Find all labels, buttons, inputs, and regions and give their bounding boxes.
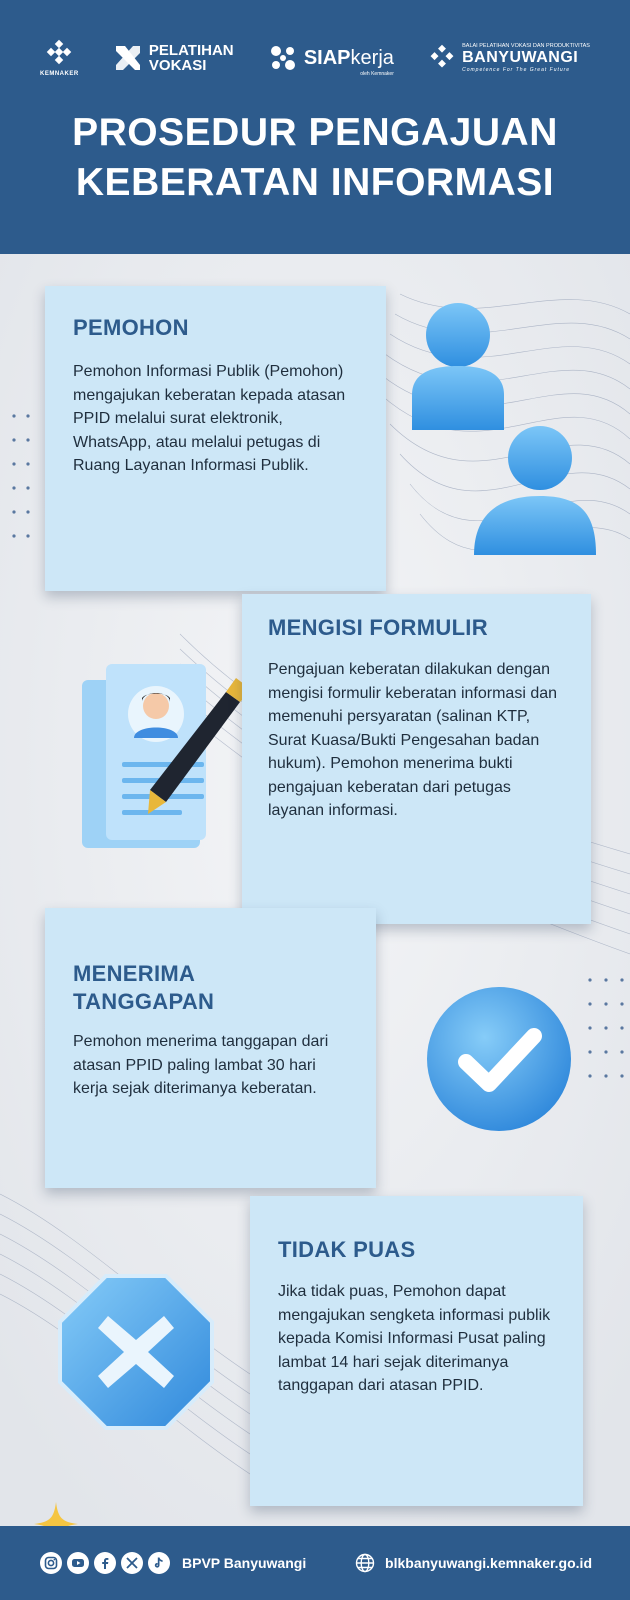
step-title: MENGISI FORMULIR [268, 615, 488, 640]
globe-icon [355, 1553, 375, 1573]
step-text: Pengajuan keberatan dilakukan dengan mengisi formulir keberatan informasi dan memenuhi persyaratan (salinan KTP, Surat Kuasa/Bukti Pengesahan badan hukum). Pemohon menerima bukti pengajuan keberatan dari petugas layanan informasi. [268, 661, 558, 819]
step-title [73, 960, 350, 1016]
step-card-tidak-puas [250, 1196, 583, 1506]
step-text: Pemohon menerima tanggapan dari atasan PPID paling lambat 30 hari kerja sejak diterimanya keberatan. [73, 1033, 329, 1097]
siap-label: SIAP [303, 46, 351, 69]
youtube-icon[interactable] [67, 1552, 89, 1574]
siap-by-label: oleh Kemnaker [360, 71, 394, 77]
siapkerja-logo [268, 43, 394, 77]
form-document-icon [76, 662, 256, 852]
x-icon[interactable] [121, 1552, 143, 1574]
footer [0, 1526, 630, 1600]
page-title-line1: PROSEDUR PENGAJUAN [72, 111, 558, 154]
bpvp-emblem-icon [428, 44, 456, 72]
step-card-pemohon [45, 286, 386, 591]
siap-emblem-icon [268, 43, 298, 73]
step-card-menerima-tanggapan [45, 908, 376, 1188]
kemnaker-label: KEMNAKER [40, 71, 79, 77]
step-title-line2: TANGGAPAN [73, 989, 215, 1014]
check-circle-icon [424, 984, 574, 1134]
logo-bar [40, 36, 590, 80]
kemnaker-logo [40, 39, 79, 77]
tiktok-icon[interactable] [148, 1552, 170, 1574]
step-card-mengisi-formulir [242, 594, 591, 924]
vokasi-label: VOKASI [148, 57, 207, 74]
kerja-label: kerja [350, 46, 394, 69]
website-url[interactable]: blkbanyuwangi.kemnaker.go.id [385, 1555, 592, 1571]
bpvp-small-label: BALAI PELATIHAN VOKASI DAN PRODUKTIVITAS [462, 43, 590, 49]
step-title-line1: MENERIMA [73, 961, 196, 986]
pelatihan-vokasi-logo [113, 43, 234, 73]
x-octagon-icon [56, 1272, 216, 1432]
page-title [0, 108, 630, 208]
step-title: TIDAK PUAS [278, 1237, 416, 1262]
instagram-icon[interactable] [40, 1552, 62, 1574]
social-links [40, 1552, 170, 1574]
step-text: Pemohon Informasi Publik (Pemohon) mengajukan keberatan kepada atasan PPID melalui surat elektronik, WhatsApp, atau melalui petugas di Ruang Layanan Informasi Publik. [73, 363, 346, 474]
bpvp-motto-label: Competence For The Great Future [462, 67, 571, 73]
cross-arrows-icon [113, 43, 143, 73]
website-link[interactable] [355, 1553, 592, 1573]
bpvp-big-label: BANYUWANGI [462, 49, 579, 66]
facebook-icon[interactable] [94, 1552, 116, 1574]
step-text: Jika tidak puas, Pemohon dapat mengajukan sengketa informasi publik kepada Komisi Informasi Pusat paling lambat 14 hari sejak diterimanya tanggapan dari atasan PPID. [278, 1283, 551, 1394]
step-title: PEMOHON [73, 315, 189, 340]
page-title-line2: KEBERATAN INFORMASI [75, 161, 555, 204]
people-icon [408, 300, 598, 565]
kemnaker-emblem-icon [44, 39, 74, 69]
header [0, 0, 630, 254]
bpvp-banyuwangi-logo [428, 40, 590, 76]
pelatihan-label: PELATIHAN [148, 42, 234, 59]
footer-handle: BPVP Banyuwangi [182, 1555, 307, 1571]
